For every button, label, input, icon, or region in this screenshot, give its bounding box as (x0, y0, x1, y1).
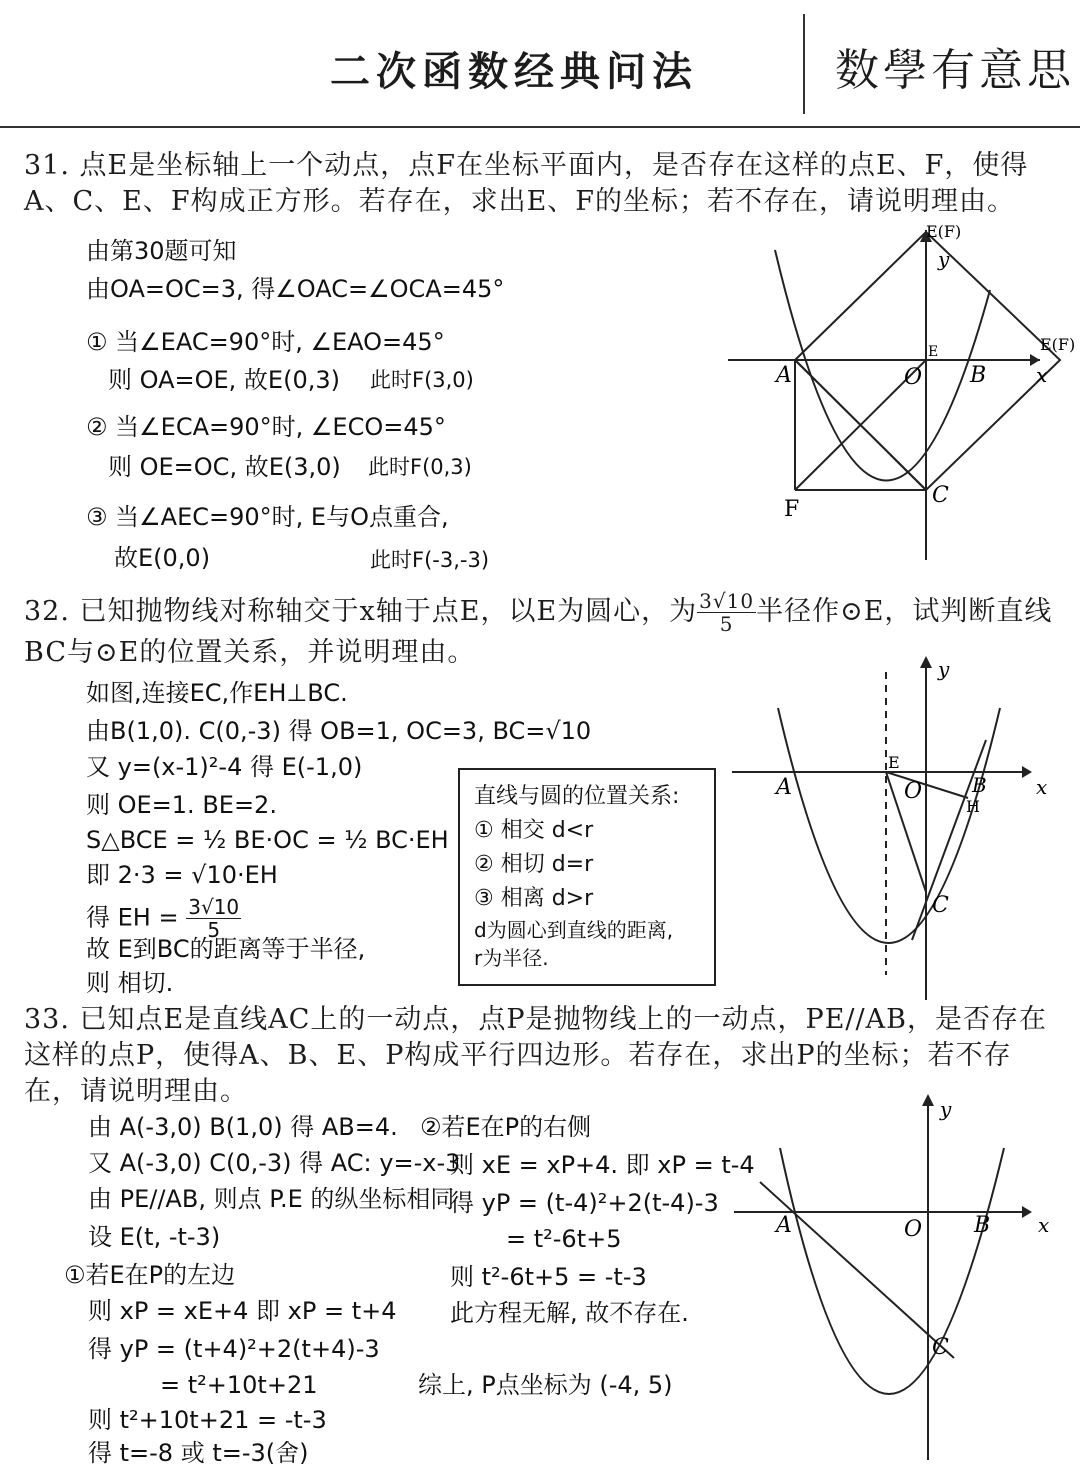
q32-solution-line-3: 又 y=(x-1)²-4 得 E(-1,0) (86, 753, 363, 781)
q32-solution-line-2: 由B(1,0). C(0,-3) 得 OB=1, OC=3, BC=√10 (86, 717, 592, 745)
q31-solution-line-3: ① 当∠EAC=90°时, ∠EAO=45° (86, 328, 445, 356)
q32-eh-num: 3√10 (188, 895, 240, 919)
q32-note-line-1: 直线与圆的位置关系: (474, 784, 680, 809)
q32-note-line-4: ③ 相离 d>r (474, 886, 594, 911)
q31-fig-F: F (784, 497, 800, 522)
q32-fig-A: A (776, 775, 792, 800)
q33-right-line-1: ②若E在P的右侧 (420, 1113, 592, 1141)
q32-fig-E: E (888, 753, 900, 772)
q33-fig-O: O (904, 1217, 923, 1242)
q31-fig-E-top: E(F) (926, 222, 962, 241)
q32-fig-O: O (904, 779, 923, 804)
q31-fig-x: x (1036, 363, 1048, 387)
q32-text-after: 半径作⊙E，试判断直线BC与⊙E的位置关系，并说明理由。 (24, 596, 1053, 668)
q31-solution-line-1: 由第30题可知 (86, 237, 237, 265)
q33-left-line-3: 由 PE//AB, 则点 P.E 的纵坐标相同 (88, 1185, 455, 1213)
q32-solution-line-6: 即 2·3 = √10·EH (86, 861, 278, 889)
q31-solution-line-8: 此时F(0,3) (368, 455, 472, 479)
q33-right-line-3: 得 yP = (t-4)²+2(t-4)-3 (450, 1189, 719, 1217)
q32-fig-C: C (932, 893, 949, 918)
brand-logo-text: 数學有意思 (835, 45, 1075, 96)
q32-solution-line-9: 则 相切. (86, 969, 174, 997)
q32-eh-label: 得 EH = (86, 903, 179, 932)
q33-left-line-10: 得 t=-8 或 t=-3(舍) (88, 1439, 309, 1467)
q33-left-line-7: 得 yP = (t+4)²+2(t+4)-3 (88, 1335, 380, 1363)
q31-fig-E-origin: E (928, 344, 939, 360)
q32-solution-line-5: S△BCE = ½ BE·OC = ½ BC·EH (86, 826, 449, 854)
q33-right-line-6: 此方程无解, 故不存在. (450, 1299, 689, 1327)
q32-fig-H: H (966, 797, 980, 816)
q32-fig-B: B (972, 773, 987, 797)
q31-solution-line-5: 此时F(3,0) (370, 368, 474, 392)
q31-fig-A: A (776, 363, 792, 388)
q32-fig-y: y (938, 657, 950, 681)
q32-fig-x: x (1036, 775, 1048, 799)
q32-note-line-3: ② 相切 d=r (474, 852, 594, 877)
q32-frac-num: 3√10 (699, 589, 755, 613)
q31-solution-line-11: 此时F(-3,-3) (370, 548, 490, 572)
q31-fig-E-right: E(F) (1040, 335, 1076, 354)
q32-note-line-6: r为半径. (474, 946, 549, 970)
q32-note-line-5: d为圆心到直线的距离, (474, 918, 674, 942)
q32-text-before: 32. 已知抛物线对称轴交于x轴于点E，以E为圆心，为 (24, 596, 698, 627)
q31-solution-line-6: ② 当∠ECA=90°时, ∠ECO=45° (86, 413, 446, 441)
q32-solution-line-4: 则 OE=1. BE=2. (86, 791, 277, 819)
q33-fig-A: A (776, 1213, 792, 1238)
q33-fig-B: B (974, 1213, 991, 1238)
q32-frac-den: 5 (719, 612, 734, 636)
q32-eh-den: 5 (207, 918, 221, 942)
q33-left-line-6: 则 xP = xE+4 即 xP = t+4 (88, 1297, 397, 1325)
question-31-text: 31. 点E是坐标轴上一个动点，点F在坐标平面内，是否存在这样的点E、F，使得A、C、E、F构成正方形。若存在，求出E、F的坐标；若不存在，请说明理由。 (24, 150, 1029, 217)
q33-left-line-5: ①若E在P的左边 (64, 1261, 236, 1289)
question-33-text: 33. 已知点E是直线AC上的一动点，点P是抛物线上的一动点，PE//AB，是否存在这样的点P，使得A、B、E、P构成平行四边形。若存在，求出P的坐标；若不存在，请说明理由。 (24, 1004, 1047, 1107)
q33-left-line-2: 又 A(-3,0) C(0,-3) 得 AC: y=-x-3 (88, 1149, 461, 1177)
page-title: 二次函数经典问法 (330, 49, 698, 95)
q31-solution-line-4: 则 OA=OE, 故E(0,3) (108, 366, 340, 394)
q31-solution-line-7: 则 OE=OC, 故E(3,0) (108, 453, 341, 481)
q33-right-line-4: = t²-6t+5 (506, 1225, 622, 1253)
q33-left-line-1: 由 A(-3,0) B(1,0) 得 AB=4. (88, 1113, 398, 1141)
q33-left-line-9: 则 t²+10t+21 = -t-3 (88, 1406, 327, 1434)
q31-fig-y: y (938, 247, 950, 271)
q31-solution-line-10: 故E(0,0) (114, 544, 211, 572)
q32-note-line-2: ① 相交 d<r (474, 818, 594, 843)
q31-solution-line-9: ③ 当∠AEC=90°时, E与O点重合, (86, 503, 449, 531)
q31-fig-C: C (932, 483, 949, 508)
q33-left-line-8: = t²+10t+21 (160, 1371, 318, 1399)
q33-left-line-4: 设 E(t, -t-3) (88, 1223, 221, 1251)
q31-fig-B: B (970, 363, 987, 388)
q33-fig-y: y (940, 1097, 952, 1121)
q33-fig-C: C (932, 1335, 949, 1360)
q31-solution-line-2: 由OA=OC=3, 得∠OAC=∠OCA=45° (86, 275, 505, 303)
q33-conclusion: 综上, P点坐标为 (-4, 5) (418, 1371, 673, 1399)
q33-right-line-5: 则 t²-6t+5 = -t-3 (450, 1263, 647, 1291)
q33-right-line-2: 则 xE = xP+4. 即 xP = t-4 (450, 1151, 755, 1179)
q33-fig-x: x (1038, 1213, 1050, 1237)
q32-solution-line-1: 如图,连接EC,作EH⊥BC. (86, 679, 348, 707)
q31-fig-O: O (904, 365, 923, 390)
q32-solution-line-8: 故 E到BC的距离等于半径, (86, 935, 366, 963)
